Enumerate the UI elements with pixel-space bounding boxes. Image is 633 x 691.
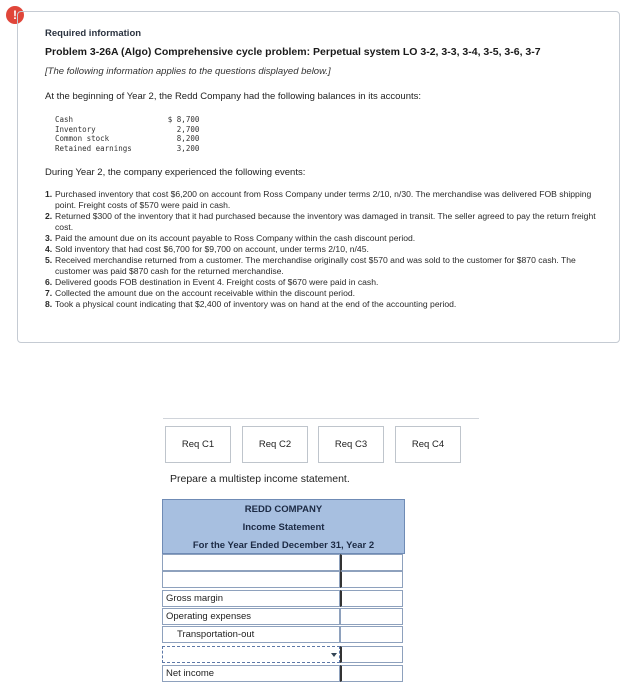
- table-row: [55, 125, 199, 135]
- applies-note: [The following information applies to the questions displayed below.]: [45, 66, 331, 77]
- events-list: [45, 189, 609, 310]
- required-information-label: Required information: [45, 28, 142, 39]
- account-name: Common stock: [55, 134, 110, 143]
- list-item: [45, 211, 609, 233]
- event-number: 8.: [45, 299, 53, 309]
- table-row: [162, 626, 405, 643]
- operating-expenses-label: Operating expenses: [162, 608, 340, 625]
- event-number: 5.: [45, 255, 53, 265]
- list-item: [45, 244, 609, 255]
- account-amount: 2,700: [176, 124, 200, 134]
- beginning-balances-table: [55, 115, 199, 153]
- event-text: Returned $300 of the inventory that it had purchased because the inventory was damaged in transit. The seller agreed to pay the return freight cost.: [55, 211, 596, 232]
- table-row: [162, 608, 405, 625]
- tabs-divider: [163, 418, 479, 419]
- event-number: 2.: [45, 211, 53, 221]
- transportation-out-label: Transportation-out: [162, 626, 340, 643]
- list-item: [45, 189, 609, 211]
- list-item: [45, 233, 609, 244]
- tab-req-c2[interactable]: Req C2: [242, 426, 308, 463]
- intro-text: At the beginning of Year 2, the Redd Company had the following balances in its accounts:: [45, 91, 422, 102]
- line-item-input[interactable]: [162, 554, 340, 571]
- gross-margin-amount-input[interactable]: [340, 590, 403, 607]
- chevron-down-icon: [331, 653, 337, 657]
- event-text: Took a physical count indicating that $2,400 of inventory was on hand at the end of the accounting period.: [55, 299, 457, 309]
- event-number: 3.: [45, 233, 53, 243]
- amount-input[interactable]: [340, 646, 403, 663]
- amount-input[interactable]: [340, 554, 403, 571]
- line-item-dropdown[interactable]: [162, 646, 340, 663]
- account-amount: 8,200: [176, 134, 200, 143]
- event-text: Paid the amount due on its account payable to Ross Company within the cash discount period.: [55, 233, 416, 243]
- amount-input[interactable]: [340, 571, 403, 588]
- company-name: REDD COMPANY: [244, 504, 323, 515]
- account-name: Cash: [55, 115, 74, 124]
- event-number: 1.: [45, 189, 53, 199]
- amount-input[interactable]: [340, 608, 403, 625]
- income-statement-worksheet: [162, 499, 405, 683]
- list-item: [45, 299, 609, 310]
- event-number: 6.: [45, 277, 53, 287]
- tab-req-c1[interactable]: Req C1: [165, 426, 231, 463]
- table-row: [55, 115, 199, 125]
- statement-period: For the Year Ended December 31, Year 2: [192, 540, 375, 551]
- event-text: Collected the amount due on the account receivable within the discount period.: [55, 288, 356, 298]
- transportation-out-amount-input[interactable]: [340, 626, 403, 643]
- account-amount: $ 8,700: [167, 115, 200, 124]
- statement-title: Income Statement: [242, 522, 325, 533]
- table-row: [162, 554, 405, 571]
- event-number: 7.: [45, 288, 53, 298]
- list-item: [45, 277, 609, 288]
- table-row: [55, 134, 199, 144]
- line-item-input[interactable]: [162, 571, 340, 588]
- account-name: Retained earnings: [55, 143, 132, 153]
- tab-req-c3[interactable]: Req C3: [318, 426, 384, 463]
- event-number: 4.: [45, 244, 53, 254]
- instruction-prompt: Prepare a multistep income statement.: [170, 473, 350, 485]
- table-row: [162, 590, 405, 607]
- required-information-panel: [17, 11, 620, 343]
- problem-title: Problem 3-26A (Algo) Comprehensive cycle problem: Perpetual system LO 3-2, 3-3, 3-4, 3-5, 3-6, 3-7: [45, 46, 541, 58]
- list-item: [45, 255, 609, 277]
- gross-margin-label: Gross margin: [162, 590, 340, 607]
- statement-header: [162, 499, 405, 554]
- net-income-label: Net income: [162, 665, 340, 682]
- event-text: Sold inventory that had cost $6,700 for $9,700 on account, under terms 2/10, n/45.: [55, 244, 369, 254]
- table-row: [162, 665, 405, 682]
- net-income-amount-input[interactable]: [340, 665, 403, 682]
- exclamation-icon: !: [6, 6, 24, 24]
- tab-req-c4[interactable]: Req C4: [395, 426, 461, 463]
- table-row: [162, 646, 405, 663]
- table-row: [55, 144, 199, 154]
- list-item: [45, 288, 609, 299]
- event-text: Purchased inventory that cost $6,200 on account from Ross Company under terms 2/10, n/30. The merchandise was delivered FOB shipping point. Freight costs of $570 were paid in cash.: [55, 189, 592, 210]
- table-row: [162, 571, 405, 588]
- events-intro: During Year 2, the company experienced the following events:: [45, 167, 306, 178]
- account-name: Inventory: [55, 124, 96, 134]
- event-text: Delivered goods FOB destination in Event 4. Freight costs of $670 were paid in cash.: [55, 277, 379, 287]
- event-text: Received merchandise returned from a customer. The merchandise originally cost $570 and was sold to the customer for $870 cash. The customer was paid $870 cash for the returned merchandise.: [55, 255, 576, 276]
- account-amount: 3,200: [176, 143, 200, 153]
